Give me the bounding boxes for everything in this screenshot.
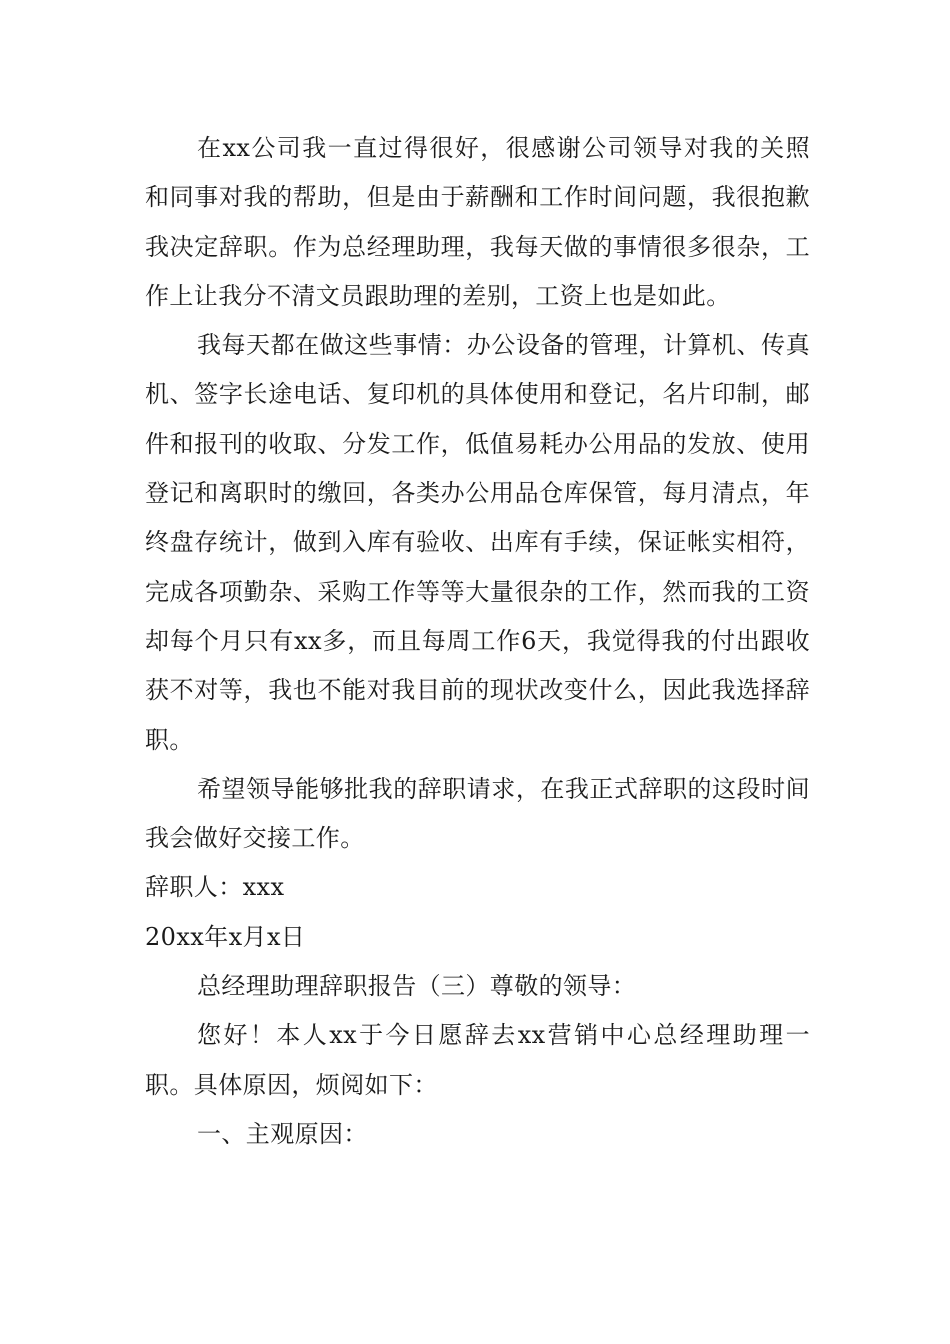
subheading: 一、主观原因： xyxy=(197,1119,368,1148)
paragraph-gratitude: 在xx公司我一直过得很好，很感谢公司领导对我的关照和同事对我的帮助，但是由于薪酬和工作时间问题，我很抱歉我决定辞职。作为总经理助理，我每天做的事情很多很杂，工作上让我分不清文员跟助理的差别，工资上也是如此。 xyxy=(145,134,810,310)
date-line: 20xx年x月x日 xyxy=(145,922,306,951)
paragraph-greeting: 您好！本人xx于今日愿辞去xx营销中心总经理助理一职。具体原因，烦阅如下： xyxy=(145,1021,810,1099)
paragraph-request: 希望领导能够批我的辞职请求，在我正式辞职的这段时间我会做好交接工作。 xyxy=(145,774,810,853)
section-title: 总经理助理辞职报告（三）尊敬的领导： xyxy=(197,972,637,1001)
document-body xyxy=(145,124,810,1159)
paragraph-duties: 我每天都在做这些事情：办公设备的管理，计算机、传真机、签字长途电话、复印机的具体使用和登记，名片印制，邮件和报刊的收取、分发工作，低值易耗办公用品的发放、使用登记和离职时的缴回，各类办公用品仓库保管，每月清点，年终盘存统计，做到入库有验收、出库有手续，保证帐实相符，完成各项勤杂、采购工作等等大量很杂的工作，然而我的工资却每个月只有xx多，而且每周工作6天，我觉得我的付出跟收获不对等，我也不能对我目前的现状改变什么，因此我选择辞职。 xyxy=(145,331,810,754)
signature-line: 辞职人：xxx xyxy=(145,873,285,902)
